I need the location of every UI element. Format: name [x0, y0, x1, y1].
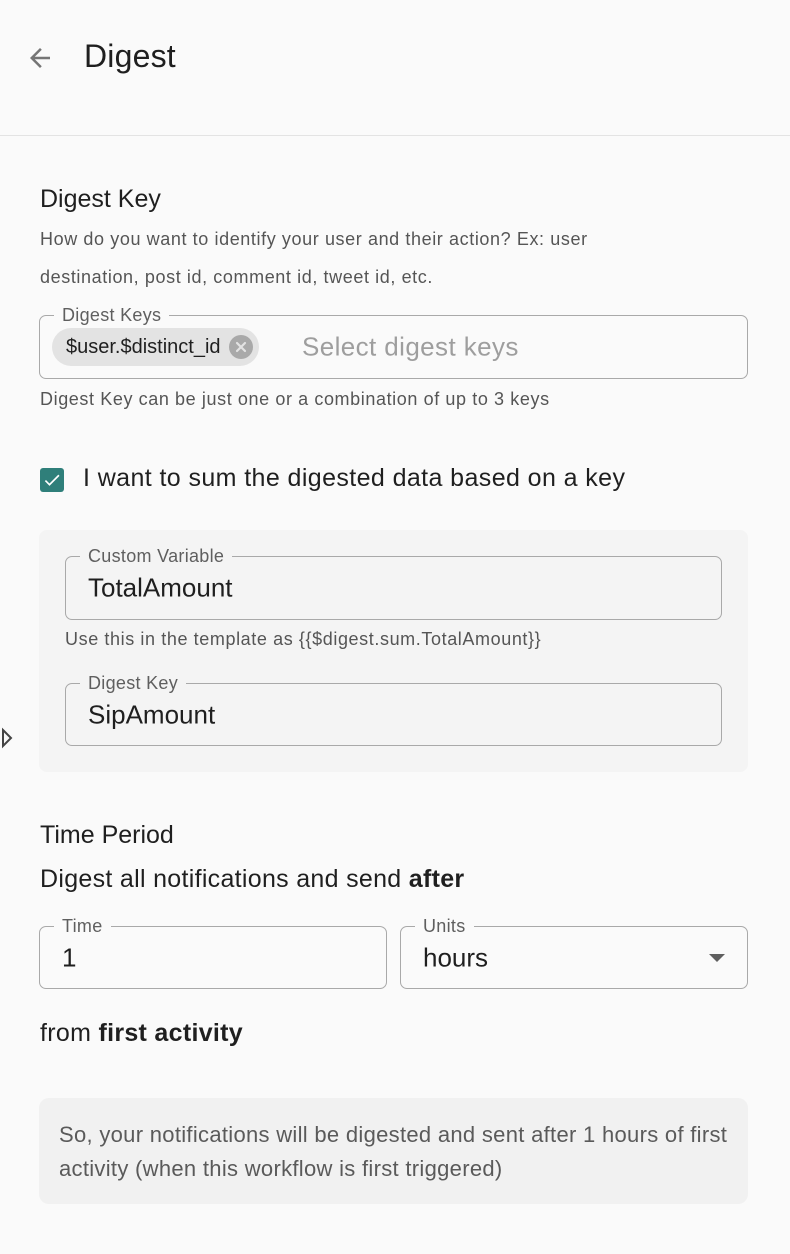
units-label: Units: [415, 914, 474, 938]
time-label: Time: [54, 914, 111, 938]
from-bold: first activity: [98, 1019, 243, 1047]
chevron-down-icon: [709, 954, 725, 962]
from-activity-line: [40, 1019, 243, 1048]
summary-text: So, your notifications will be digested and sent after 1 hours of first activity (when this workflow is first triggered): [59, 1122, 728, 1181]
time-period-description-bold: after: [408, 865, 465, 893]
custom-variable-label: Custom Variable: [80, 544, 232, 568]
digest-keys-label: Digest Keys: [54, 303, 169, 327]
sum-checkbox[interactable]: [40, 468, 64, 492]
digest-key-description: How do you want to identify your user and their action? Ex: user: [40, 229, 588, 249]
sum-digest-key-field[interactable]: [65, 673, 722, 746]
sum-checkbox-label: I want to sum the digested data based on a key: [83, 464, 626, 492]
time-period-description: [40, 865, 464, 894]
units-select[interactable]: [400, 916, 748, 989]
time-value: 1: [62, 942, 77, 972]
custom-variable-field[interactable]: [65, 546, 722, 620]
time-field[interactable]: [39, 916, 387, 989]
units-value: hours: [423, 942, 489, 972]
time-period-title: Time Period: [40, 821, 174, 849]
summary-box: [39, 1098, 748, 1204]
page-header: [0, 0, 790, 136]
digest-key-description-line2: destination, post id, comment id, tweet id, etc.: [40, 267, 433, 287]
sum-digest-key-value: SipAmount: [88, 699, 216, 729]
close-icon: [234, 340, 248, 354]
digest-key-chip: [52, 328, 259, 366]
custom-variable-value: TotalAmount: [88, 572, 233, 603]
chip-remove-button[interactable]: [229, 335, 253, 359]
time-period-description-prefix: Digest all notifications and send: [40, 865, 409, 893]
page-title: Digest: [84, 38, 176, 74]
digest-key-title: Digest Key: [40, 185, 161, 213]
custom-variable-hint: Use this in the template as {{$digest.sum.TotalAmount}}: [65, 629, 542, 649]
check-icon: [42, 470, 62, 490]
sum-digest-key-label: Digest Key: [80, 671, 186, 695]
digest-keys-helper: Digest Key can be just one or a combination of up to 3 keys: [40, 389, 550, 409]
digest-keys-field[interactable]: [39, 305, 748, 379]
arrow-left-icon: [25, 43, 55, 73]
side-expand-handle[interactable]: [0, 726, 14, 750]
sum-settings-panel: [39, 530, 748, 772]
from-prefix: from: [40, 1019, 99, 1047]
digest-keys-input[interactable]: [302, 332, 722, 363]
back-button[interactable]: [22, 40, 58, 76]
caret-right-icon: [0, 726, 14, 750]
chip-label: $user.$distinct_id: [66, 335, 221, 358]
